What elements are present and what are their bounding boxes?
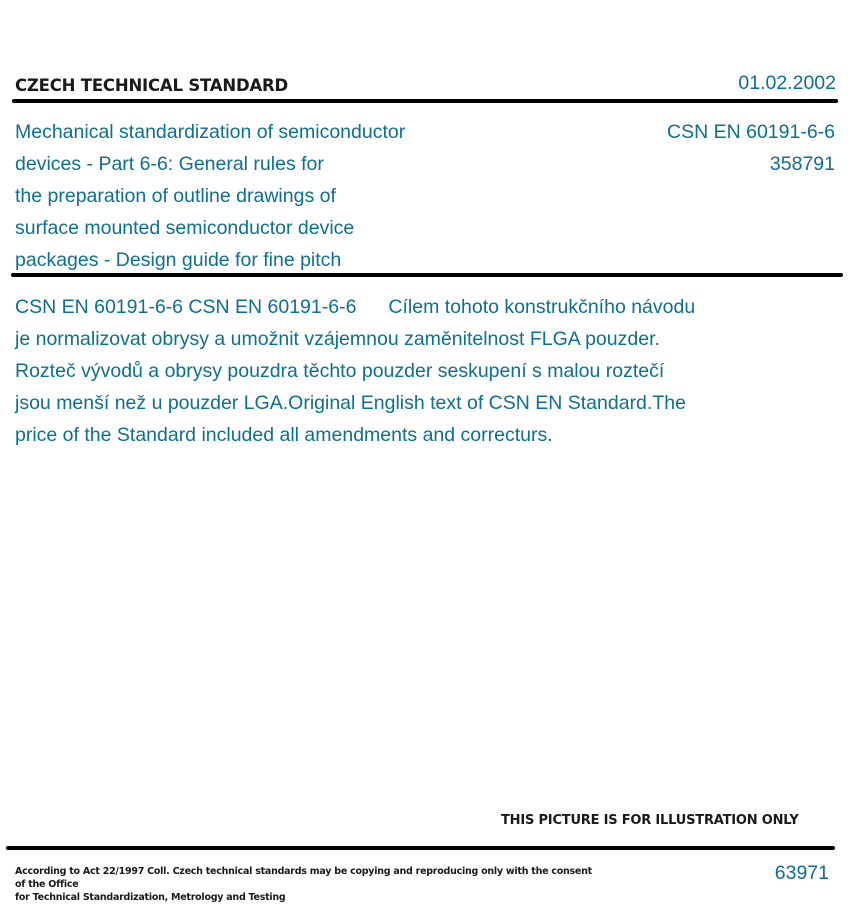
standard-title-line: surface mounted semiconductor device — [15, 217, 355, 239]
legal-line: for Technical Standardization, Metrology and Testing — [15, 892, 286, 903]
description-line: jsou menší než u pouzder LGA.Original English text of CSN EN Standard.The — [15, 392, 686, 414]
standard-title — [15, 116, 475, 276]
standard-title-line: devices - Part 6-6: General rules for — [15, 153, 324, 175]
standard-title-line: the preparation of outline drawings of — [15, 185, 336, 207]
description-codes: CSN EN 60191-6-6 CSN EN 60191-6-6 — [15, 296, 357, 318]
standard-title-line: packages - Design guide for fine pitch — [15, 249, 342, 271]
standard-identifiers — [667, 116, 835, 180]
standard-description — [15, 291, 815, 451]
legal-line: According to Act 22/1997 Coll. Czech technical standards may be copying and reproducing only with the consent of the Office — [15, 866, 592, 890]
document-type-heading: CZECH TECHNICAL STANDARD — [15, 76, 289, 95]
description-line: Rozteč vývodů a obrysy pouzdra těchto pouzder seskupení s malou roztečí — [15, 360, 665, 382]
legal-notice — [15, 865, 595, 904]
description-line — [15, 291, 815, 323]
divider-bottom — [6, 846, 835, 850]
divider-middle — [11, 273, 843, 277]
catalog-number: 358791 — [769, 153, 835, 175]
description-intro: Cílem tohoto konstrukčního návodu — [388, 296, 696, 318]
description-line: price of the Standard included all amendments and correcturs. — [15, 424, 553, 446]
page-number: 63971 — [774, 862, 829, 884]
illustration-disclaimer: THIS PICTURE IS FOR ILLUSTRATION ONLY — [501, 813, 799, 828]
description-line: je normalizovat obrysy a umožnit vzájemnou zaměnitelnost FLGA pouzder. — [15, 328, 660, 350]
publication-date: 01.02.2002 — [738, 72, 836, 94]
standard-code: CSN EN 60191-6-6 — [667, 121, 835, 143]
standard-title-line: Mechanical standardization of semiconductor — [15, 121, 406, 143]
divider-top — [12, 99, 838, 103]
